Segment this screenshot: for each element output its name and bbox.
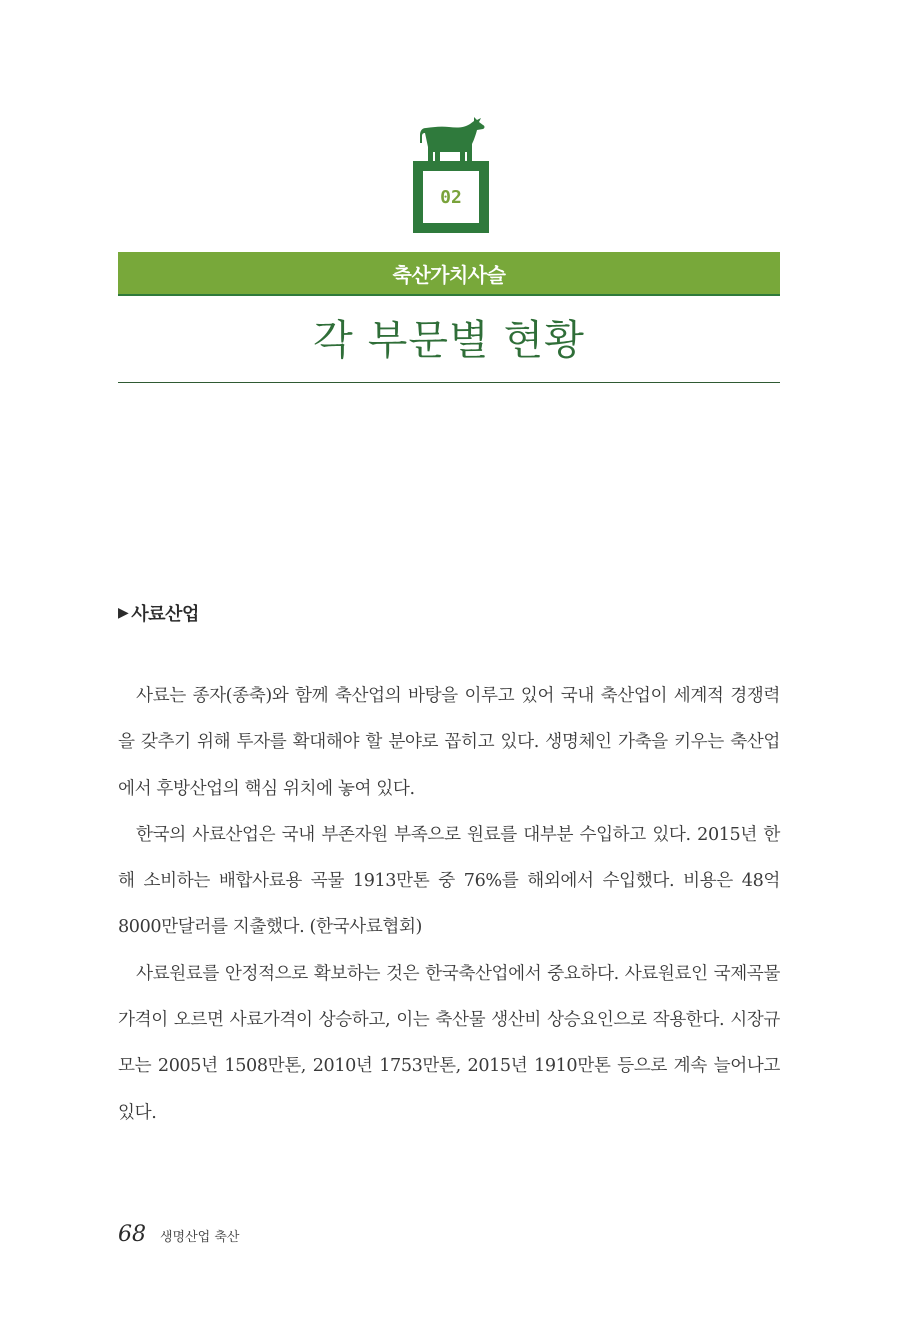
book-title: 생명산업 축산 — [160, 1230, 240, 1245]
section-heading-label: 사료산업 — [131, 604, 199, 625]
body-text — [118, 673, 780, 1136]
triangle-bullet-icon: ▶ — [118, 605, 129, 621]
chapter-emblem — [413, 116, 489, 234]
title-divider — [118, 382, 780, 383]
section-heading — [118, 600, 199, 626]
page-footer — [118, 1222, 239, 1247]
cow-icon — [419, 116, 485, 166]
page-number: 68 — [118, 1222, 146, 1247]
paragraph: 사료원료를 안정적으로 확보하는 것은 한국축산업에서 중요하다. 사료원료인 국제곡물가격이 오르면 사료가격이 상승하고, 이는 축산물 생산비 상승요인으로 작용한다. 시장규모는 2005년 1508만톤, 2010년 1753만톤, 2015년 1910만톤 등으로 계속 늘어나고 있다. — [118, 963, 780, 1123]
chapter-number: 02 — [423, 171, 479, 223]
paragraph: 사료는 종자(종축)와 함께 축산업의 바탕을 이루고 있어 국내 축산업이 세계적 경쟁력을 갖추기 위해 투자를 확대해야 할 분야로 꼽히고 있다. 생명체인 가축을 키우는 축산업에서 후방산업의 핵심 위치에 놓여 있다. — [118, 686, 780, 799]
chapter-number-box — [413, 161, 489, 233]
paragraph: 한국의 사료산업은 국내 부존자원 부족으로 원료를 대부분 수입하고 있다. 2015년 한 해 소비하는 배합사료용 곡물 1913만톤 중 76%를 해외에서 수입했다. 비용은 48억8000만달러를 지출했다. (한국사료협회) — [118, 824, 780, 938]
category-underline — [118, 294, 780, 296]
page-title: 각 부문별 현황 — [313, 316, 585, 364]
chapter-category-bar: 축산가치사슬 — [118, 252, 780, 294]
